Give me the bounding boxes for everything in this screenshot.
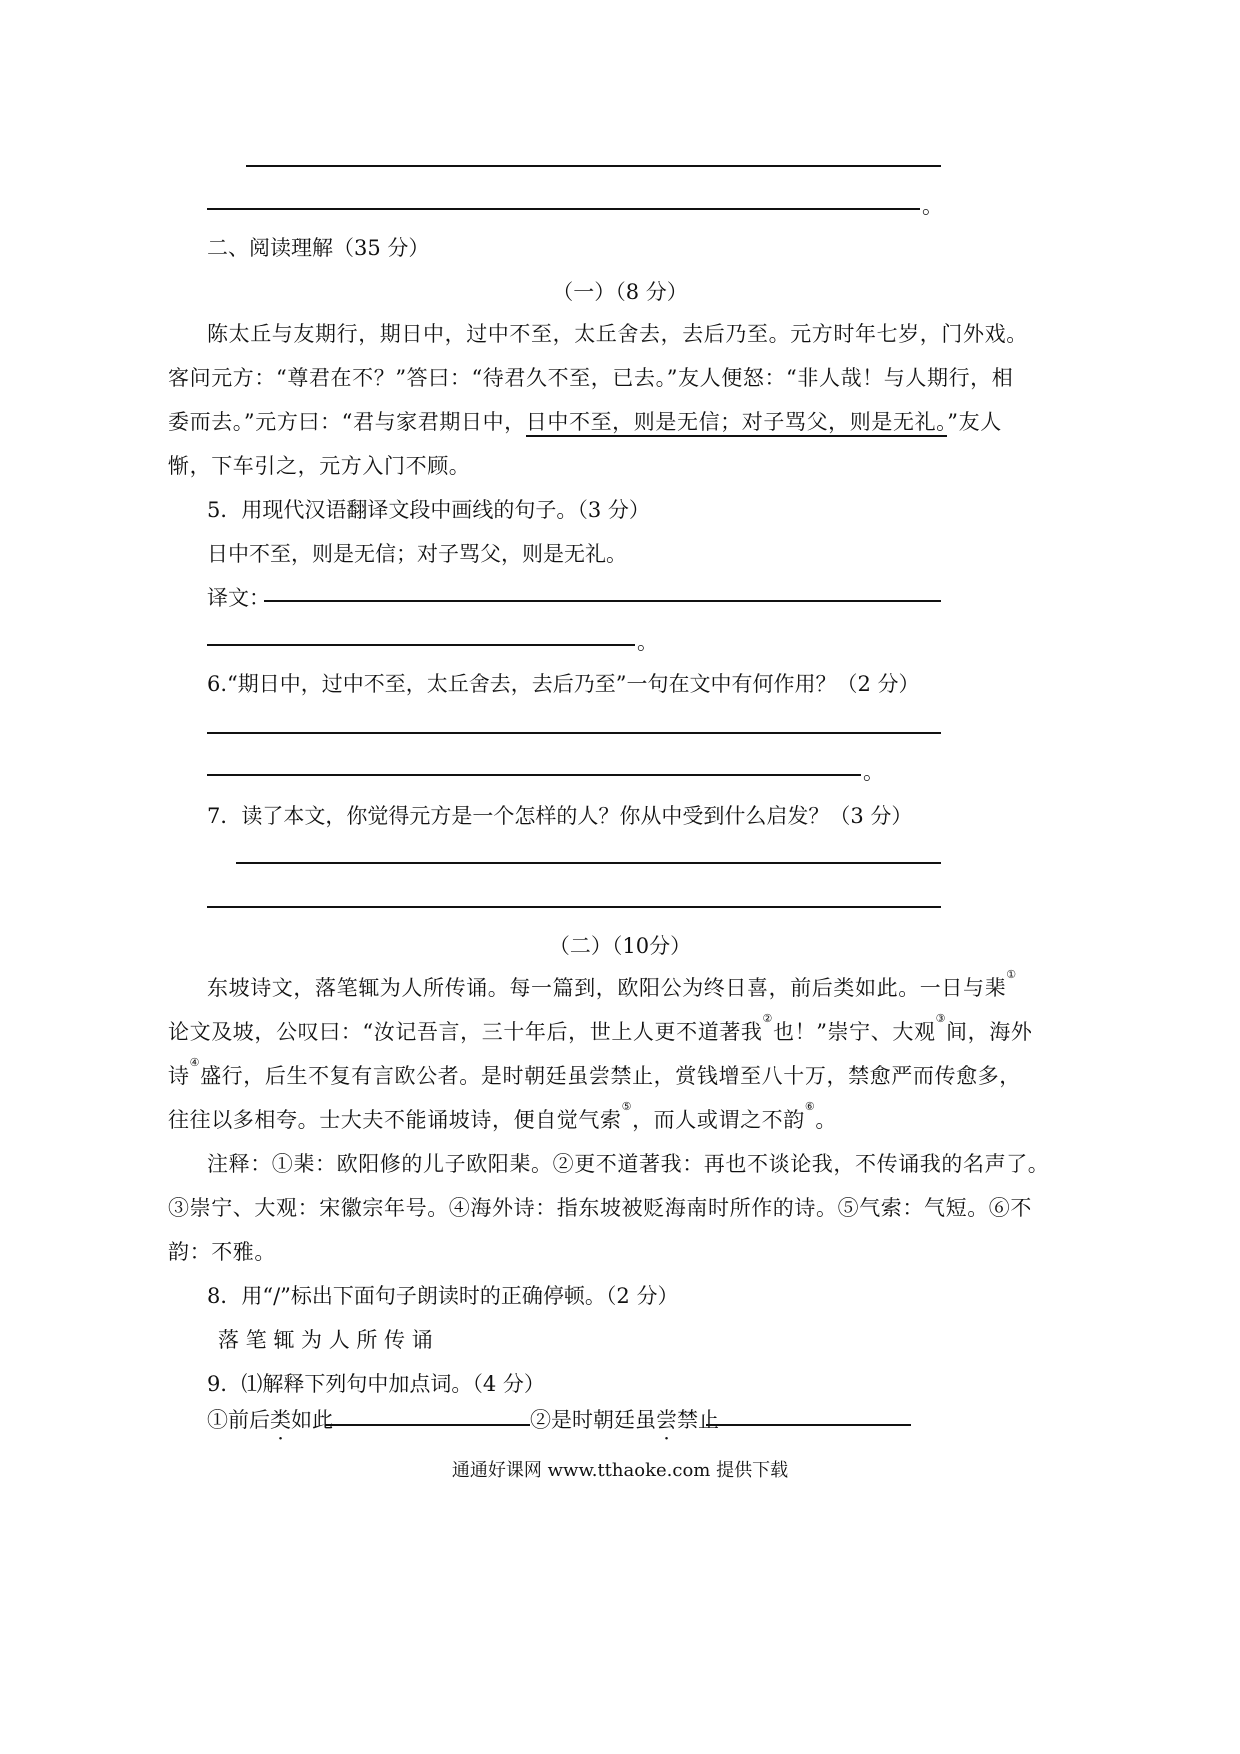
passage1-text: ”友人 — [947, 410, 1002, 434]
question-5-sentence: 日中不至，则是无信；对子骂父，则是无礼。 — [207, 542, 627, 566]
passage2-text: 论文及坡，公叹曰：“汝记吾言，三十年后，世上人更不道著我 — [168, 1020, 763, 1044]
footnote-mark: ⑤ — [621, 1100, 633, 1113]
passage1-line — [168, 406, 1002, 436]
answer-line[interactable] — [207, 732, 941, 734]
footnote-mark: ② — [762, 1012, 774, 1025]
passage1-line: 客问元方：“尊君在不？”答曰：“待君久不至，已去。”友人便怒：“非人哉！与人期行，相 — [168, 366, 1014, 390]
question-9-item-1 — [207, 1404, 333, 1434]
answer-label: 译文： — [207, 586, 270, 610]
period: 。 — [637, 630, 658, 654]
passage2-text: ，而人或谓之不韵 — [632, 1108, 805, 1132]
passage2-text: 。 — [815, 1108, 837, 1132]
passage2-text: 往往以多相夸。士大夫不能诵坡诗，便自觉气索 — [168, 1108, 622, 1132]
question-9: 9．⑴解释下列句中加点词。（4 分） — [207, 1372, 545, 1396]
dotted-word: 类 — [270, 1408, 291, 1432]
answer-line[interactable] — [207, 906, 941, 908]
item-text: ①前后 — [207, 1408, 270, 1432]
passage1-line: 惭，下车引之，元方入门不顾。 — [168, 454, 471, 478]
answer-line[interactable] — [207, 774, 861, 776]
passage2-line — [168, 1056, 1021, 1090]
footer: 通通好课网 www.tthaoke.com 提供下载 — [451, 1460, 789, 1481]
passage2-line — [207, 968, 1017, 1002]
question-8-sentence: 落 笔 辄 为 人 所 传 诵 — [218, 1328, 433, 1352]
question-6: 6.“期日中，过中不至，太丘舍去，去后乃至”一句在文中有何作用？（2 分） — [207, 672, 920, 696]
passage2-text: 盛行，后生不复有言欧公者。是时朝廷虽尝禁止，赏钱增至八十万，禁愈严而传愈多， — [200, 1064, 1021, 1088]
answer-line[interactable] — [264, 600, 941, 602]
answer-line — [246, 165, 941, 167]
answer-line[interactable] — [706, 1424, 911, 1426]
footnote-mark: ③ — [935, 1012, 947, 1025]
item-text: ②是时朝廷虽 — [530, 1408, 656, 1432]
passage1-text: 委而去。”元方曰：“君与家君期日中， — [168, 410, 526, 434]
question-9-item-2 — [530, 1404, 719, 1434]
question-8: 8．用“/”标出下面句子朗读时的正确停顿。（2 分） — [207, 1284, 679, 1308]
footnote-mark: ④ — [189, 1056, 201, 1069]
passage2-text: 间，海外 — [946, 1020, 1033, 1044]
answer-line[interactable] — [236, 862, 941, 864]
section-heading: 二、阅读理解（35 分） — [207, 236, 430, 260]
dotted-word: 尝 — [656, 1408, 677, 1432]
passage2-text: 东坡诗文，落笔辄为人所传诵。每一篇到，欧阳公为终日喜，前后类如此。一日与棐 — [207, 976, 1007, 1000]
passage2-line — [168, 1012, 1033, 1046]
passage2-line — [168, 1100, 837, 1134]
question-7: 7．读了本文，你觉得元方是一个怎样的人？你从中受到什么启发？（3 分） — [207, 804, 913, 828]
notes-line: 注释：①棐：欧阳修的儿子欧阳棐。②更不道著我：再也不谈论我，不传诵我的名声了。 — [207, 1152, 1050, 1176]
notes-line: 韵：不雅。 — [168, 1240, 276, 1264]
item-text: 如此 — [291, 1408, 333, 1432]
period: 。 — [863, 760, 884, 784]
footnote-mark: ① — [1006, 968, 1017, 981]
item-text: 禁止 — [677, 1408, 719, 1432]
passage1-heading: （一）（8 分） — [552, 280, 688, 304]
underlined-sentence: 日中不至，则是无信；对子骂父，则是无礼。 — [526, 410, 948, 437]
passage2-text: 也！”崇宁、大观 — [773, 1020, 936, 1044]
notes-line: ③崇宁、大观：宋徽宗年号。④海外诗：指东坡被贬海南时所作的诗。⑤气索：气短。⑥不 — [168, 1196, 1032, 1220]
question-5: 5．用现代汉语翻译文段中画线的句子。（3 分） — [207, 498, 650, 522]
answer-line[interactable] — [325, 1424, 530, 1426]
answer-line[interactable] — [207, 644, 635, 646]
period: 。 — [922, 194, 943, 218]
footnote-mark: ⑥ — [804, 1100, 816, 1113]
passage1-line: 陈太丘与友期行，期日中，过中不至，太丘舍去，去后乃至。元方时年七岁，门外戏。 — [207, 322, 1028, 346]
answer-line — [207, 208, 920, 210]
passage2-text: 诗 — [168, 1064, 190, 1088]
passage2-heading: （二）（10分） — [548, 934, 692, 958]
